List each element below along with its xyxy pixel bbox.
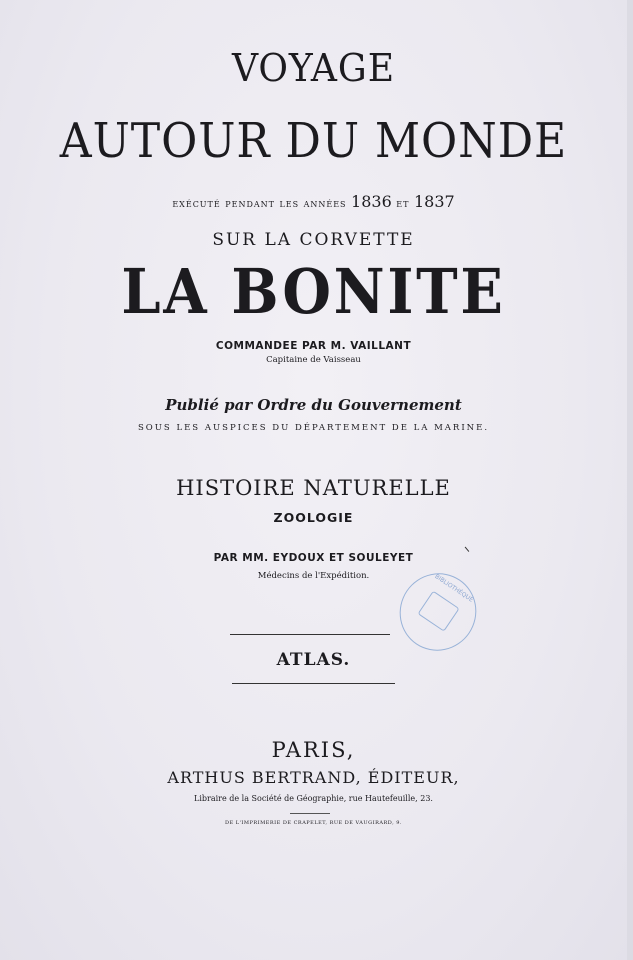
year-conjunction: et [396,197,410,210]
auspices-line: SOUS LES AUSPICES DU DÉPARTEMENT DE LA MARINE. [137,423,490,433]
title-autour-du-monde: AUTOUR DU MONDE [59,113,568,169]
title-voyage: VOYAGE [231,46,396,90]
volume-title: ATLAS. [276,650,351,670]
imprint-publisher: ARTHUS BERTRAND, ÉDITEUR, [167,768,460,787]
imprint-address: Libraire de la Société de Géographie, rue Hautefeuille, 23. [194,794,433,803]
year-start: 1836 [351,192,392,211]
divider-small [290,813,330,814]
authors-role: Médecins de l'Expédition. [257,571,370,581]
executed-years-line [0,192,627,211]
year-end: 1837 [413,192,455,211]
ink-mark [465,544,473,552]
commander-rank: Capitaine de Vaisseau [266,355,361,365]
publisher-line: Publié par Ordre du Gouvernement [165,396,462,414]
divider-bottom [232,683,395,684]
executed-prefix: exécuté pendant les années [172,197,347,210]
authors-line: PAR MM. EYDOUX ET SOULEYET [213,552,414,564]
imprint-city: PARIS, [271,738,356,762]
commander-line: COMMANDEE PAR M. VAILLANT [215,340,412,352]
stamp-text: BIBLIOTHÈQUE [433,572,475,604]
printer-line: DE L'IMPRIMERIE DE CRAPELET, RUE DE VAUGIRARD, 9. [224,820,403,826]
divider-top [230,634,390,635]
section-subtitle: ZOOLOGIE [273,510,354,525]
ship-name: LA BONITE [121,255,506,328]
section-title: HISTOIRE NATURELLE [176,476,451,500]
ship-prefix: SUR LA CORVETTE [212,230,415,250]
stamp-emblem-icon [417,591,459,632]
